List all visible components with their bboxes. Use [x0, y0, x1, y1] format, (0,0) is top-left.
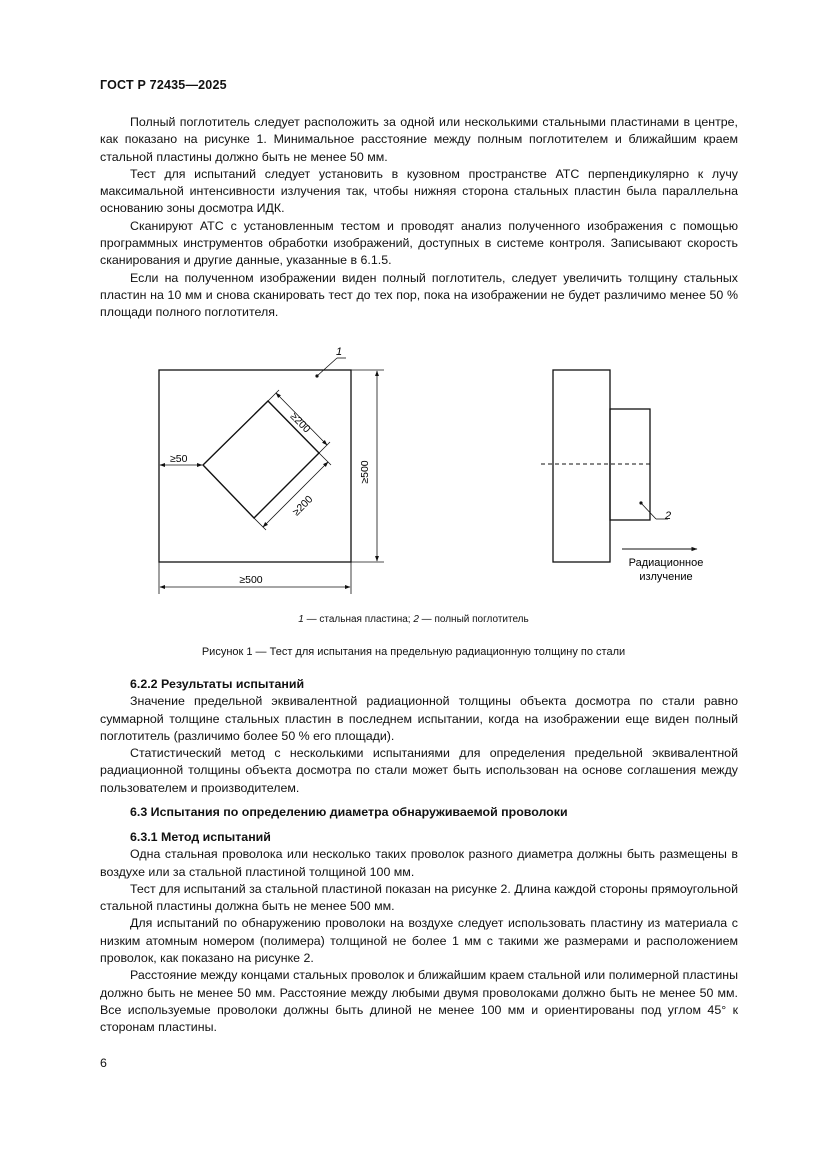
paragraph: Тест для испытаний следует установить в кузовном пространстве АТС перпендикулярно к лучу максимальной интенсивности излучения так, чтобы нижняя сторона стальных пластин была параллельна основанию зоны досмотра ИДК. [100, 166, 738, 216]
dim-label-side-bottom: ≥200 [290, 493, 316, 519]
section-6-2-2 [100, 676, 738, 797]
legend-text-1: — стальная пластина; [303, 614, 414, 625]
legend-number-2: 2 [413, 614, 419, 625]
section-6-3-1 [100, 829, 738, 1037]
document-header: ГОСТ Р 72435—2025 [100, 78, 227, 92]
figure-legend [0, 614, 827, 625]
callout-1: 1 [336, 346, 343, 358]
section-heading: 6.3.1 Метод испытаний [130, 830, 271, 844]
figure-1-drawing [100, 330, 720, 600]
section-6-3 [100, 804, 738, 821]
absorber-side [610, 409, 650, 520]
paragraph: Для испытаний по обнаружению проволоки на воздухе следует использовать пластину из материала с низким атомным номером (полимера) толщиной не более 1 мм с такими же размерами и расположением проволок, как показано на рисунке 2. [100, 916, 738, 966]
legend-text-2: — полный поглотитель [418, 614, 529, 625]
section-heading: 6.2.2 Результаты испытаний [130, 677, 305, 691]
paragraph: Если на полученном изображении виден полный поглотитель, следует увеличить толщину стальных пластин на 10 мм и снова сканировать тест до тех пор, пока на изображении не будет различимо менее 50 % площади полного поглотителя. [100, 270, 738, 320]
figure-caption: Рисунок 1 — Тест для испытания на предельную радиационную толщину по стали [201, 646, 626, 658]
radiation-label-line2: излучение [639, 571, 693, 583]
paragraph: Одна стальная проволока или несколько таких проволок разного диаметра должны быть размещены в воздухе или за стальной пластиной толщиной 100 мм. [100, 847, 738, 879]
steel-plate-side [553, 370, 610, 562]
radiation-label-line1: Радиационное [628, 557, 704, 569]
dim-label-width: ≥500 [239, 574, 263, 586]
paragraph: Тест для испытаний за стальной пластиной показан на рисунке 2. Длина каждой стороны прямоугольной стальной пластины должна быть не менее 500 мм. [100, 881, 738, 914]
dim-line-side-bottom [263, 462, 328, 527]
paragraph: Значение предельной эквивалентной радиационной толщины объекта досмотра по стали равно суммарной толщине стальных пластин в последнем испытании, когда на изображении еще виден полный поглотитель (различимо более 50 % его площади). [100, 694, 738, 743]
legend-number-1: 1 [298, 614, 304, 625]
steel-plate-front [159, 370, 351, 562]
paragraph: Сканируют АТС с установленным тестом и проводят анализ полученного изображения с помощью программных инструментов обработки изображений, доступных в системе контроля. Записывают скорость сканирования и другие данные, указанные в 6.1.5. [100, 218, 738, 268]
intro-text-block [100, 114, 738, 322]
page-number: 6 [100, 1056, 107, 1070]
dim-label-height: ≥500 [359, 460, 371, 484]
dim-label-left-gap: ≥50 [170, 453, 188, 465]
dim-label-side-top: ≥200 [287, 410, 313, 436]
paragraph: Полный поглотитель следует расположить за одной или несколькими стальными пластинами в центре, как показано на рисунке 1. Минимальное расстояние между полным поглотителем и ближайшим краем стальной пластины должно быть не менее 50 мм. [100, 115, 738, 164]
callout-2: 2 [665, 510, 672, 522]
paragraph: Статистический метод с несколькими испытаниями для определения предельной эквивалентной радиационной толщины объекта досмотра по стали может быть использован на основе соглашения между пользователем и производителем. [100, 746, 738, 795]
paragraph: Расстояние между концами стальных проволок и ближайшим краем стальной или полимерной пластины должно быть не менее 50 мм. Расстояние между любыми двумя проволоками должно быть не менее 50 мм. Все используемые проволоки должны быть длиной не менее 100 мм и ориентированы под углом 45° к сторонам пластины. [100, 968, 738, 1035]
section-heading: 6.3 Испытания по определению диаметра обнаруживаемой проволоки [130, 805, 568, 819]
